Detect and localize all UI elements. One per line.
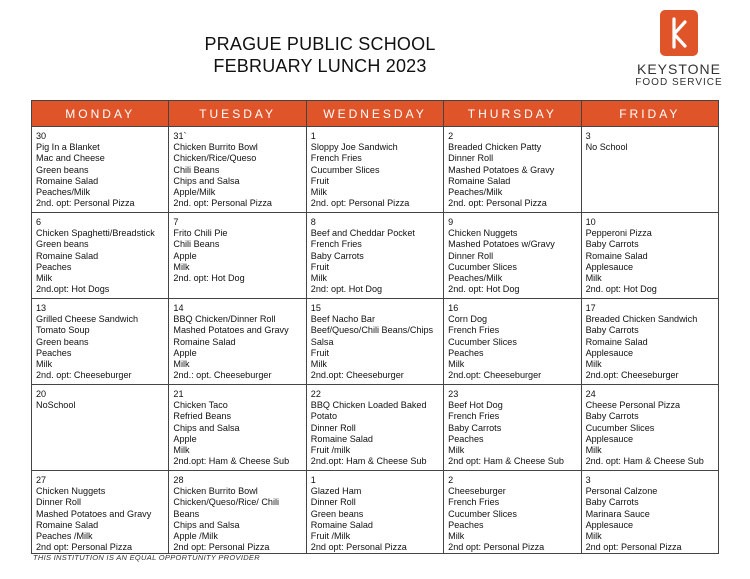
day-cell [444,127,581,213]
menu-item: Personal Calzone [585,486,658,497]
menu-item: Peaches [448,433,484,444]
menu-item: Refried Beans [173,411,232,422]
date-number: 28 [173,475,184,485]
menu-item: Fruit /Milk [310,531,351,542]
date-number: 1 [310,475,316,485]
menu-item: Mashed Potatoes w/Gravy [448,239,555,250]
date-number: 16 [448,303,459,313]
menu-item: Milk [448,359,465,370]
weekday-header-wednesday: WEDNESDAY [306,101,443,127]
day-cell [169,127,306,213]
date-number: 15 [310,303,321,313]
day-cell [444,385,581,471]
menu-item: Peaches [448,519,484,530]
calendar-body [32,127,719,554]
menu-item: Milk [310,187,327,198]
menu-item: Green beans [310,508,364,519]
menu-item: Apple [173,250,197,261]
day-cell [581,127,718,213]
menu-item: 2nd. opt: Personal Pizza [173,198,272,209]
menu-item: 2nd opt: Personal Pizza [310,542,407,553]
date-number: 7 [173,217,179,227]
day-cell [169,385,306,471]
date-number: 6 [36,217,42,227]
menu-item: 2nd opt: Personal Pizza [585,542,682,553]
menu-item: Dinner Roll [36,497,81,508]
calendar-week-row [32,213,719,299]
menu-item: Peaches/Milk [36,187,91,198]
menu-item: Milk [448,445,465,456]
date-number: 31` [173,131,187,141]
menu-item: Romaine Salad [448,175,511,186]
menu-item: Beef and Cheddar Pocket [310,228,415,239]
menu-item: Chicken Taco [173,400,228,411]
menu-item: Corn Dog [448,314,488,325]
date-number: 2 [448,131,454,141]
menu-item: BBQ Chicken/Dinner Roll [173,314,276,325]
date-number: 14 [173,303,184,313]
menu-item: Cucumber Slices [448,508,517,519]
menu-item: Milk [310,359,327,370]
menu-item: French Fries [448,411,500,422]
menu-item: Chicken Nuggets [36,486,106,497]
menu-item: Chicken Spaghetti/Breadstick [36,228,155,239]
k-logo-icon [660,10,698,56]
menu-item: 2nd.opt: Hot Dogs [36,284,110,295]
menu-item: Romaine Salad [36,519,99,530]
menu-item: Romaine Salad [585,250,648,261]
menu-item: Cucumber Slices [448,336,517,347]
menu-item: Milk [173,445,190,456]
menu-item: Milk [585,445,602,456]
date-number: 20 [36,389,47,399]
menu-item: Baby Carrots [448,422,502,433]
menu-item: Fruit [310,347,329,358]
menu-item: Milk [585,531,602,542]
menu-item: Salsa [310,336,334,347]
menu-item: Cheese Personal Pizza [585,400,681,411]
menu-item: Apple /Milk [173,531,218,542]
menu-item: 2nd.opt: Cheeseburger [448,370,542,381]
keystone-logo [616,8,742,98]
day-cell [306,213,443,299]
menu-item: Cucumber Slices [448,261,517,272]
menu-item: Chicken/Queso/Rice/ Chili [173,497,280,508]
menu-item: Dinner Roll [448,250,494,261]
menu-item: Potato [310,411,338,422]
date-number: 9 [448,217,454,227]
calendar-week-row [32,127,719,213]
menu-item: Applesauce [585,347,634,358]
menu-item: French Fries [310,239,362,250]
date-number: 2 [448,475,454,485]
menu-item: Green beans [36,239,89,250]
day-cell [169,471,306,554]
day-cell [306,299,443,385]
weekday-header-friday: FRIDAY [581,101,718,127]
menu-item: 2nd. opt: Ham & Cheese Sub [585,456,704,467]
menu-item: 2nd. opt: Hot Dog [173,273,245,284]
menu-item: Romaine Salad [36,175,99,186]
menu-item: Marinara Sauce [585,508,650,519]
menu-item: Cucumber Slices [585,422,655,433]
weekday-header-monday: MONDAY [32,101,169,127]
menu-item: Baby Carrots [585,497,639,508]
menu-item: Peaches [448,347,484,358]
calendar-week-row [32,299,719,385]
date-number: 27 [36,475,47,485]
menu-item: Milk [36,359,53,370]
menu-item: NoSchool [36,400,76,411]
day-cell [32,299,169,385]
menu-item: Breaded Chicken Sandwich [585,314,698,325]
day-cell [444,299,581,385]
date-number: 23 [448,389,459,399]
menu-item: Mashed Potatoes & Gravy [448,164,555,175]
menu-item: Mashed Potatoes and Gravy [173,325,289,336]
date-number: 8 [310,217,316,227]
menu-item: Milk [36,273,53,284]
day-cell [581,471,718,554]
menu-item: 2nd.opt: Ham & Cheese Sub [310,456,427,467]
date-number: 30 [36,131,47,141]
calendar-week-row [32,471,719,554]
menu-item: French Fries [448,497,500,508]
menu-item: Applesauce [585,261,634,272]
menu-item: Apple [173,347,197,358]
menu-item: Milk [448,531,465,542]
date-number: 17 [585,303,596,313]
day-cell [444,471,581,554]
menu-item: 2nd. opt: Hot Dog [585,284,657,295]
day-cell [32,127,169,213]
menu-item: Beef/Queso/Chili Beans/Chips [310,325,434,336]
menu-item: Beef Nacho Bar [310,314,375,325]
menu-item: Peaches /Milk [36,531,93,542]
menu-item: 2nd. opt: Personal Pizza [310,198,410,209]
day-cell [32,385,169,471]
calendar-week-row [32,385,719,471]
day-cell [169,299,306,385]
menu-item: French Fries [310,153,362,164]
weekday-header-row [32,101,719,127]
menu-item: Dinner Roll [448,153,494,164]
menu-item: Chicken/Rice/Queso [173,153,257,164]
menu-item: Grilled Cheese Sandwich [36,314,139,325]
menu-item: Fruit [310,261,329,272]
day-cell [306,385,443,471]
menu-item: Chicken Burrito Bowl [173,142,258,153]
date-number: 21 [173,389,184,399]
day-cell [32,471,169,554]
menu-item: Pepperoni Pizza [585,228,652,239]
menu-item: Breaded Chicken Patty [448,142,542,153]
lunch-calendar [31,100,719,554]
footer-note: THIS INSTITUTION IS AN EQUAL OPPORTUNITY PROVIDER [33,553,260,562]
menu-item: 2nd. opt: Personal Pizza [448,198,547,209]
date-number: 10 [585,217,596,227]
menu-item: 2nd opt: Personal Pizza [173,542,270,553]
menu-item: Romaine Salad [585,336,648,347]
logo-name: KEYSTONE [637,61,721,77]
menu-item: Romaine Salad [173,336,236,347]
menu-item: Pig In a Blanket [36,142,100,153]
menu-item: Mashed Potatoes and Gravy [36,508,152,519]
menu-item: 2nd opt: Ham & Cheese Sub [448,456,564,467]
date-number: 3 [585,131,591,141]
menu-item: Sloppy Joe Sandwich [310,142,398,153]
menu-item: Milk [173,359,190,370]
menu-item: Romaine Salad [310,519,373,530]
menu-item: Glazed Ham [310,486,362,497]
menu-item: 2nd opt: Personal Pizza [448,542,545,553]
date-number: 1 [310,131,316,141]
menu-item: Frito Chili Pie [173,228,228,239]
menu-item: Beef Hot Dog [448,400,503,411]
page-title: PRAGUE PUBLIC SCHOOL [204,34,436,54]
menu-item: Mac and Cheese [36,153,105,164]
day-cell [581,213,718,299]
date-number: 13 [36,303,47,313]
menu-item: No School [585,142,628,153]
menu-item: Romaine Salad [36,250,99,261]
menu-item: Peaches [36,347,72,358]
menu-item: 2nd.opt: Ham & Cheese Sub [173,456,290,467]
menu-item: Chili Beans [173,164,220,175]
menu-item: Cheeseburger [448,486,506,497]
menu-item: 2nd. opt: Cheeseburger [36,370,132,381]
date-number: 24 [585,389,596,399]
menu-item: French Fries [448,325,500,336]
menu-item: Chips and Salsa [173,175,240,186]
day-cell [169,213,306,299]
menu-item: Fruit /milk [310,445,351,456]
menu-item: Dinner Roll [310,422,356,433]
menu-item: Tomato Soup [36,325,90,336]
menu-item: 2nd.opt: Cheeseburger [310,370,404,381]
menu-item: Chicken Nuggets [448,228,518,239]
day-cell [581,385,718,471]
menu-item: 2nd opt: Personal Pizza [36,542,133,553]
menu-item: Peaches [36,261,72,272]
menu-item: Green beans [36,336,89,347]
menu-item: Green beans [36,164,89,175]
menu-item: 2nd.: opt. Cheeseburger [173,370,272,381]
menu-item: Beans [173,508,200,519]
menu-item: Cucumber Slices [310,164,380,175]
menu-item: Milk [585,273,602,284]
day-cell [444,213,581,299]
date-number: 22 [310,389,321,399]
menu-item: 2nd: opt. Hot Dog [310,284,383,295]
menu-item: Romaine Salad [310,433,373,444]
menu-item: Baby Carrots [585,325,639,336]
menu-item: 2nd. opt: Hot Dog [448,284,520,295]
logo-subtitle: FOOD SERVICE [635,77,723,88]
menu-item: BBQ Chicken Loaded Baked [310,400,427,411]
date-number: 3 [585,475,591,485]
menu-item: Milk [585,359,602,370]
menu-item: Chips and Salsa [173,519,240,530]
menu-item: Baby Carrots [310,250,364,261]
page-subtitle: FEBRUARY LUNCH 2023 [213,56,427,76]
menu-item: Applesauce [585,433,634,444]
menu-item: Baby Carrots [585,239,639,250]
menu-item: Milk [310,273,327,284]
menu-item: Apple/Milk [173,187,216,198]
menu-item: Apple [173,433,197,444]
menu-item: Peaches/Milk [448,273,503,284]
menu-item: Chips and Salsa [173,422,240,433]
menu-item: 2nd.opt: Cheeseburger [585,370,679,381]
menu-item: Peaches/Milk [448,187,503,198]
menu-item: Baby Carrots [585,411,639,422]
menu-item: Dinner Roll [310,497,356,508]
menu-item: Fruit [310,175,329,186]
menu-item: 2nd. opt: Personal Pizza [36,198,135,209]
menu-item: Applesauce [585,519,634,530]
weekday-header-tuesday: TUESDAY [169,101,306,127]
day-cell [306,471,443,554]
weekday-header-thursday: THURSDAY [444,101,581,127]
menu-item: Milk [173,261,190,272]
menu-item: Chili Beans [173,239,220,250]
menu-item: Chicken Burrito Bowl [173,486,258,497]
day-cell [306,127,443,213]
day-cell [32,213,169,299]
day-cell [581,299,718,385]
